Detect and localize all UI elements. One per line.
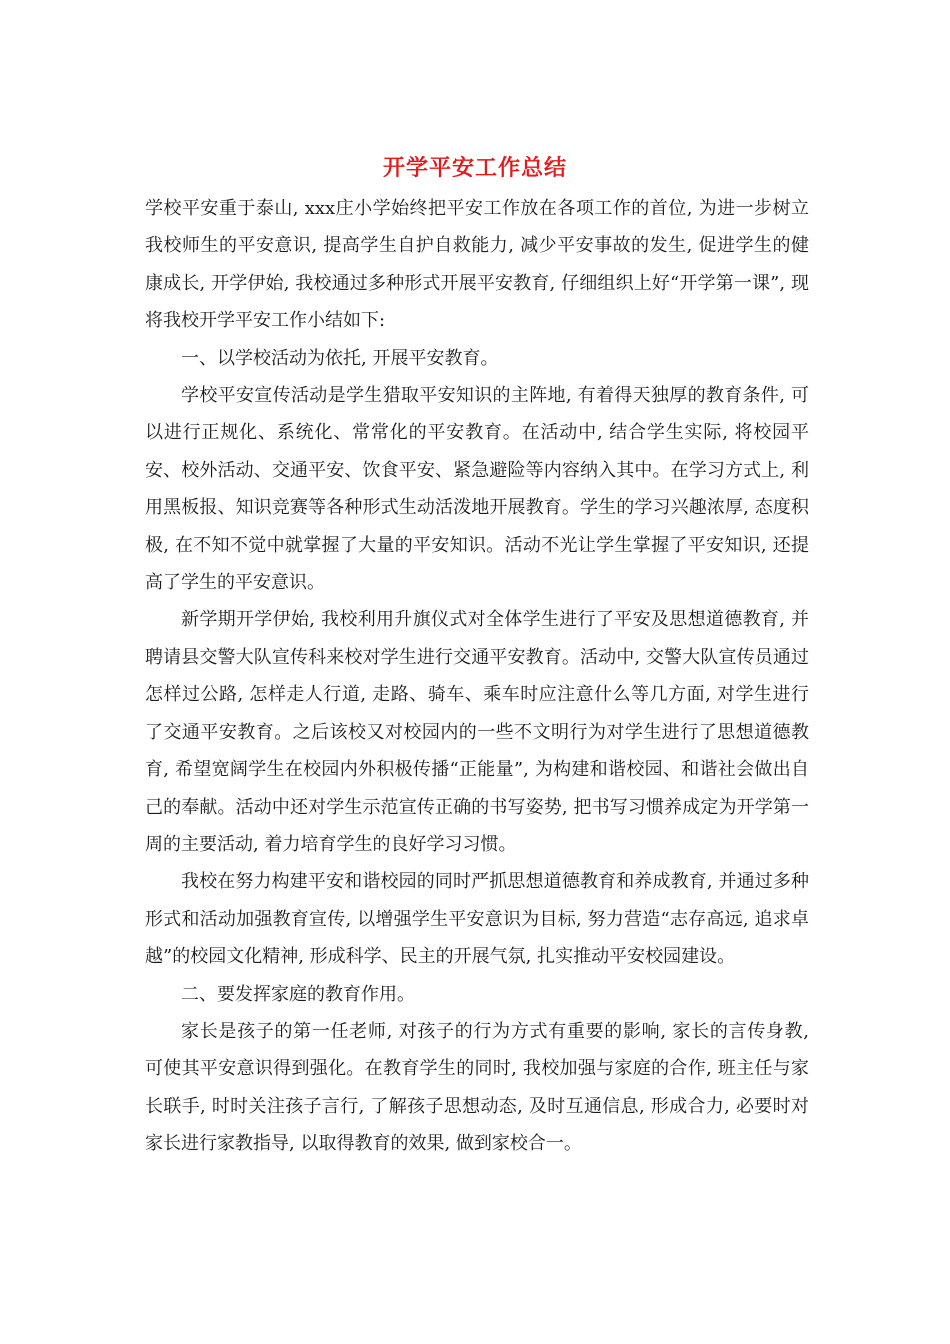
paragraph: 我校在努力构建平安和谐校园的同时严抓思想道德教育和养成教育, 并通过多种形式和活动加强教育宣传, 以增强学生平安意识为目标, 努力营造“志存高远, 追求卓越”的校园文化精神, 形成科学、民主的开展气氛, 扎实推动平安校园建设。 [145,871,809,968]
section-heading-1: 一、以学校活动为依托, 开展平安教育。 [181,347,499,369]
document-title: 开学平安工作总结 [382,155,567,181]
paragraph: 家长是孩子的第一任老师, 对孩子的行为方式有重要的影响, 家长的言传身教, 可使其平安意识得到强化。在教育学生的同时, 我校加强与家庭的合作, 班主任与家长联手, 时时关注孩子言行, 了解孩子思想动态, 及时互通信息, 形成合力, 必要时对家长进行家教指导, 以取得教育的效果, 做到家校合一。 [145,1020,809,1155]
section-heading-2: 二、要发挥家庭的教育作用。 [181,983,415,1005]
paragraph: 新学期开学伊始, 我校利用升旗仪式对全体学生进行了平安及思想道德教育, 并聘请县交警大队宣传科来校对学生进行交通平安教育。活动中, 交警大队宣传员通过怎样过公路, 怎样走人行道, 走路、骑车、乘车时应注意什么等几方面, 对学生进行了交通平安教育。之后该校又对校园内的一些不文明行为对学生进行了思想道德教育, 希望宽阔学生在校园内外积极传播“正能量”, 为构建和谐校园、和谐社会做出自己的奉献。活动中还对学生示范宣传正确的书写姿势, 把书写习惯养成定为开学第一周的主要活动, 着力培育学生的良好学习习惯。 [145,609,809,855]
document-body [145,190,809,1163]
paragraph-intro: 学校平安重于泰山, xxx庄小学始终把平安工作放在各项工作的首位, 为进一步树立我校师生的平安意识, 提高学生自护自救能力, 减少平安事故的发生, 促进学生的健康成长, 开学伊始, 我校通过多种形式开展平安教育, 仔细组织上好“开学第一课”, 现将我校开学平安工作小结如下: [145,198,809,332]
paragraph: 学校平安宣传活动是学生猎取平安知识的主阵地, 有着得天独厚的教育条件, 可以进行正规化、系统化、常常化的平安教育。在活动中, 结合学生实际, 将校园平安、校外活动、交通平安、饮食平安、紧急避险等内容纳入其中。在学习方式上, 利用黑板报、知识竞赛等各种形式生动活泼地开展教育。学生的学习兴趣浓厚, 态度积极, 在不知不觉中就掌握了大量的平安知识。活动不光让学生掌握了平安知识, 还提高了学生的平安意识。 [145,385,809,594]
